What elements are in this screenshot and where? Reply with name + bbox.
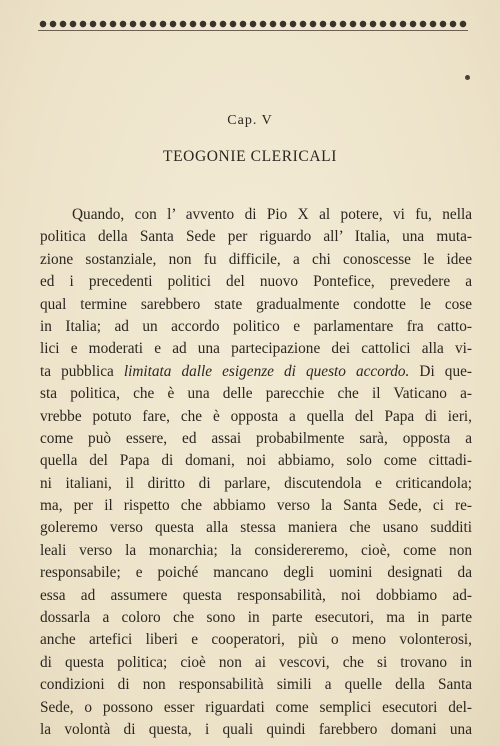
text-line: responsabile; e poiché mancano degli uomini designati da — [40, 564, 472, 582]
italic-phrase: limitata dalle esigenze di questo accordo. — [123, 362, 410, 380]
text-line: zione sostanziale, non fu difficile, a chi conoscesse le idee — [40, 250, 472, 268]
text-line: lici e moderati e ad una partecipazione dei cattolici alla vi- — [40, 340, 472, 358]
text-fragment: Di que- — [409, 362, 472, 380]
text-line: politica della Santa Sede per riguardo all’ Italia, una muta- — [40, 228, 472, 246]
header-rule — [38, 30, 468, 31]
ink-speck — [465, 75, 470, 80]
text-line: ni italiani, il diritto di parlare, discutendola e criticandola; — [40, 474, 472, 492]
text-line: di questa politica; cioè non ai vescovi, che si trovano in — [40, 653, 472, 671]
text-line: sta politica, che è una delle parecchie che il Vaticano a- — [40, 385, 472, 403]
text-line-italic — [40, 361, 472, 383]
header-ornament — [38, 17, 468, 31]
text-line: vrebbe potuto fare, che è opposta a quella del Papa di ieri, — [40, 407, 472, 425]
text-line: condizioni di non responsabilità simili a quelle della Santa — [40, 676, 472, 694]
text-line: quella del Papa di domani, noi abbiamo, solo come cittadi- — [40, 452, 472, 470]
text-line: dossarla a coloro che sono in parte esecutori, ma in parte — [40, 609, 472, 627]
text-line: Quando, con l’ avvento di Pio X al potere, vi fu, nella — [72, 206, 472, 223]
chapter-title: TEOGONIE CLERICALI — [163, 148, 337, 165]
text-line: Sede, o possono esser riguardati come semplici esecutori del- — [40, 698, 472, 716]
chapter-heading: Cap. V — [227, 113, 273, 128]
text-line: essa ad assumere questa responsabilità, noi dobbiamo ad- — [40, 586, 472, 604]
text-fragment: ta pubblica — [40, 362, 124, 380]
bead-border — [38, 19, 468, 29]
text-line: ed i precedenti politici del nuovo Pontefice, prevedere a — [40, 273, 472, 291]
body-text — [40, 204, 472, 741]
text-line: come può essere, ed assai probabilmente sarà, opposta a — [40, 429, 472, 447]
text-line: goleremo verso questa alla stessa maniera che usano sudditi — [40, 519, 472, 537]
text-line: leali verso la monarchia; la considereremo, cioè, come non — [40, 541, 472, 559]
text-line: ma, per il rispetto che abbiamo verso la Santa Sede, ci re- — [40, 497, 472, 515]
text-line: qual termine sarebbero state gradualmente condotte le cose — [40, 295, 472, 313]
text-line: la volontà di questa, i quali quindi farebbero domani una — [40, 720, 472, 738]
text-line: anche artefici liberi e cooperatori, più o meno volonterosi, — [40, 631, 472, 649]
text-line: in Italia; ad un accordo politico e parlamentare fra catto- — [40, 317, 472, 335]
